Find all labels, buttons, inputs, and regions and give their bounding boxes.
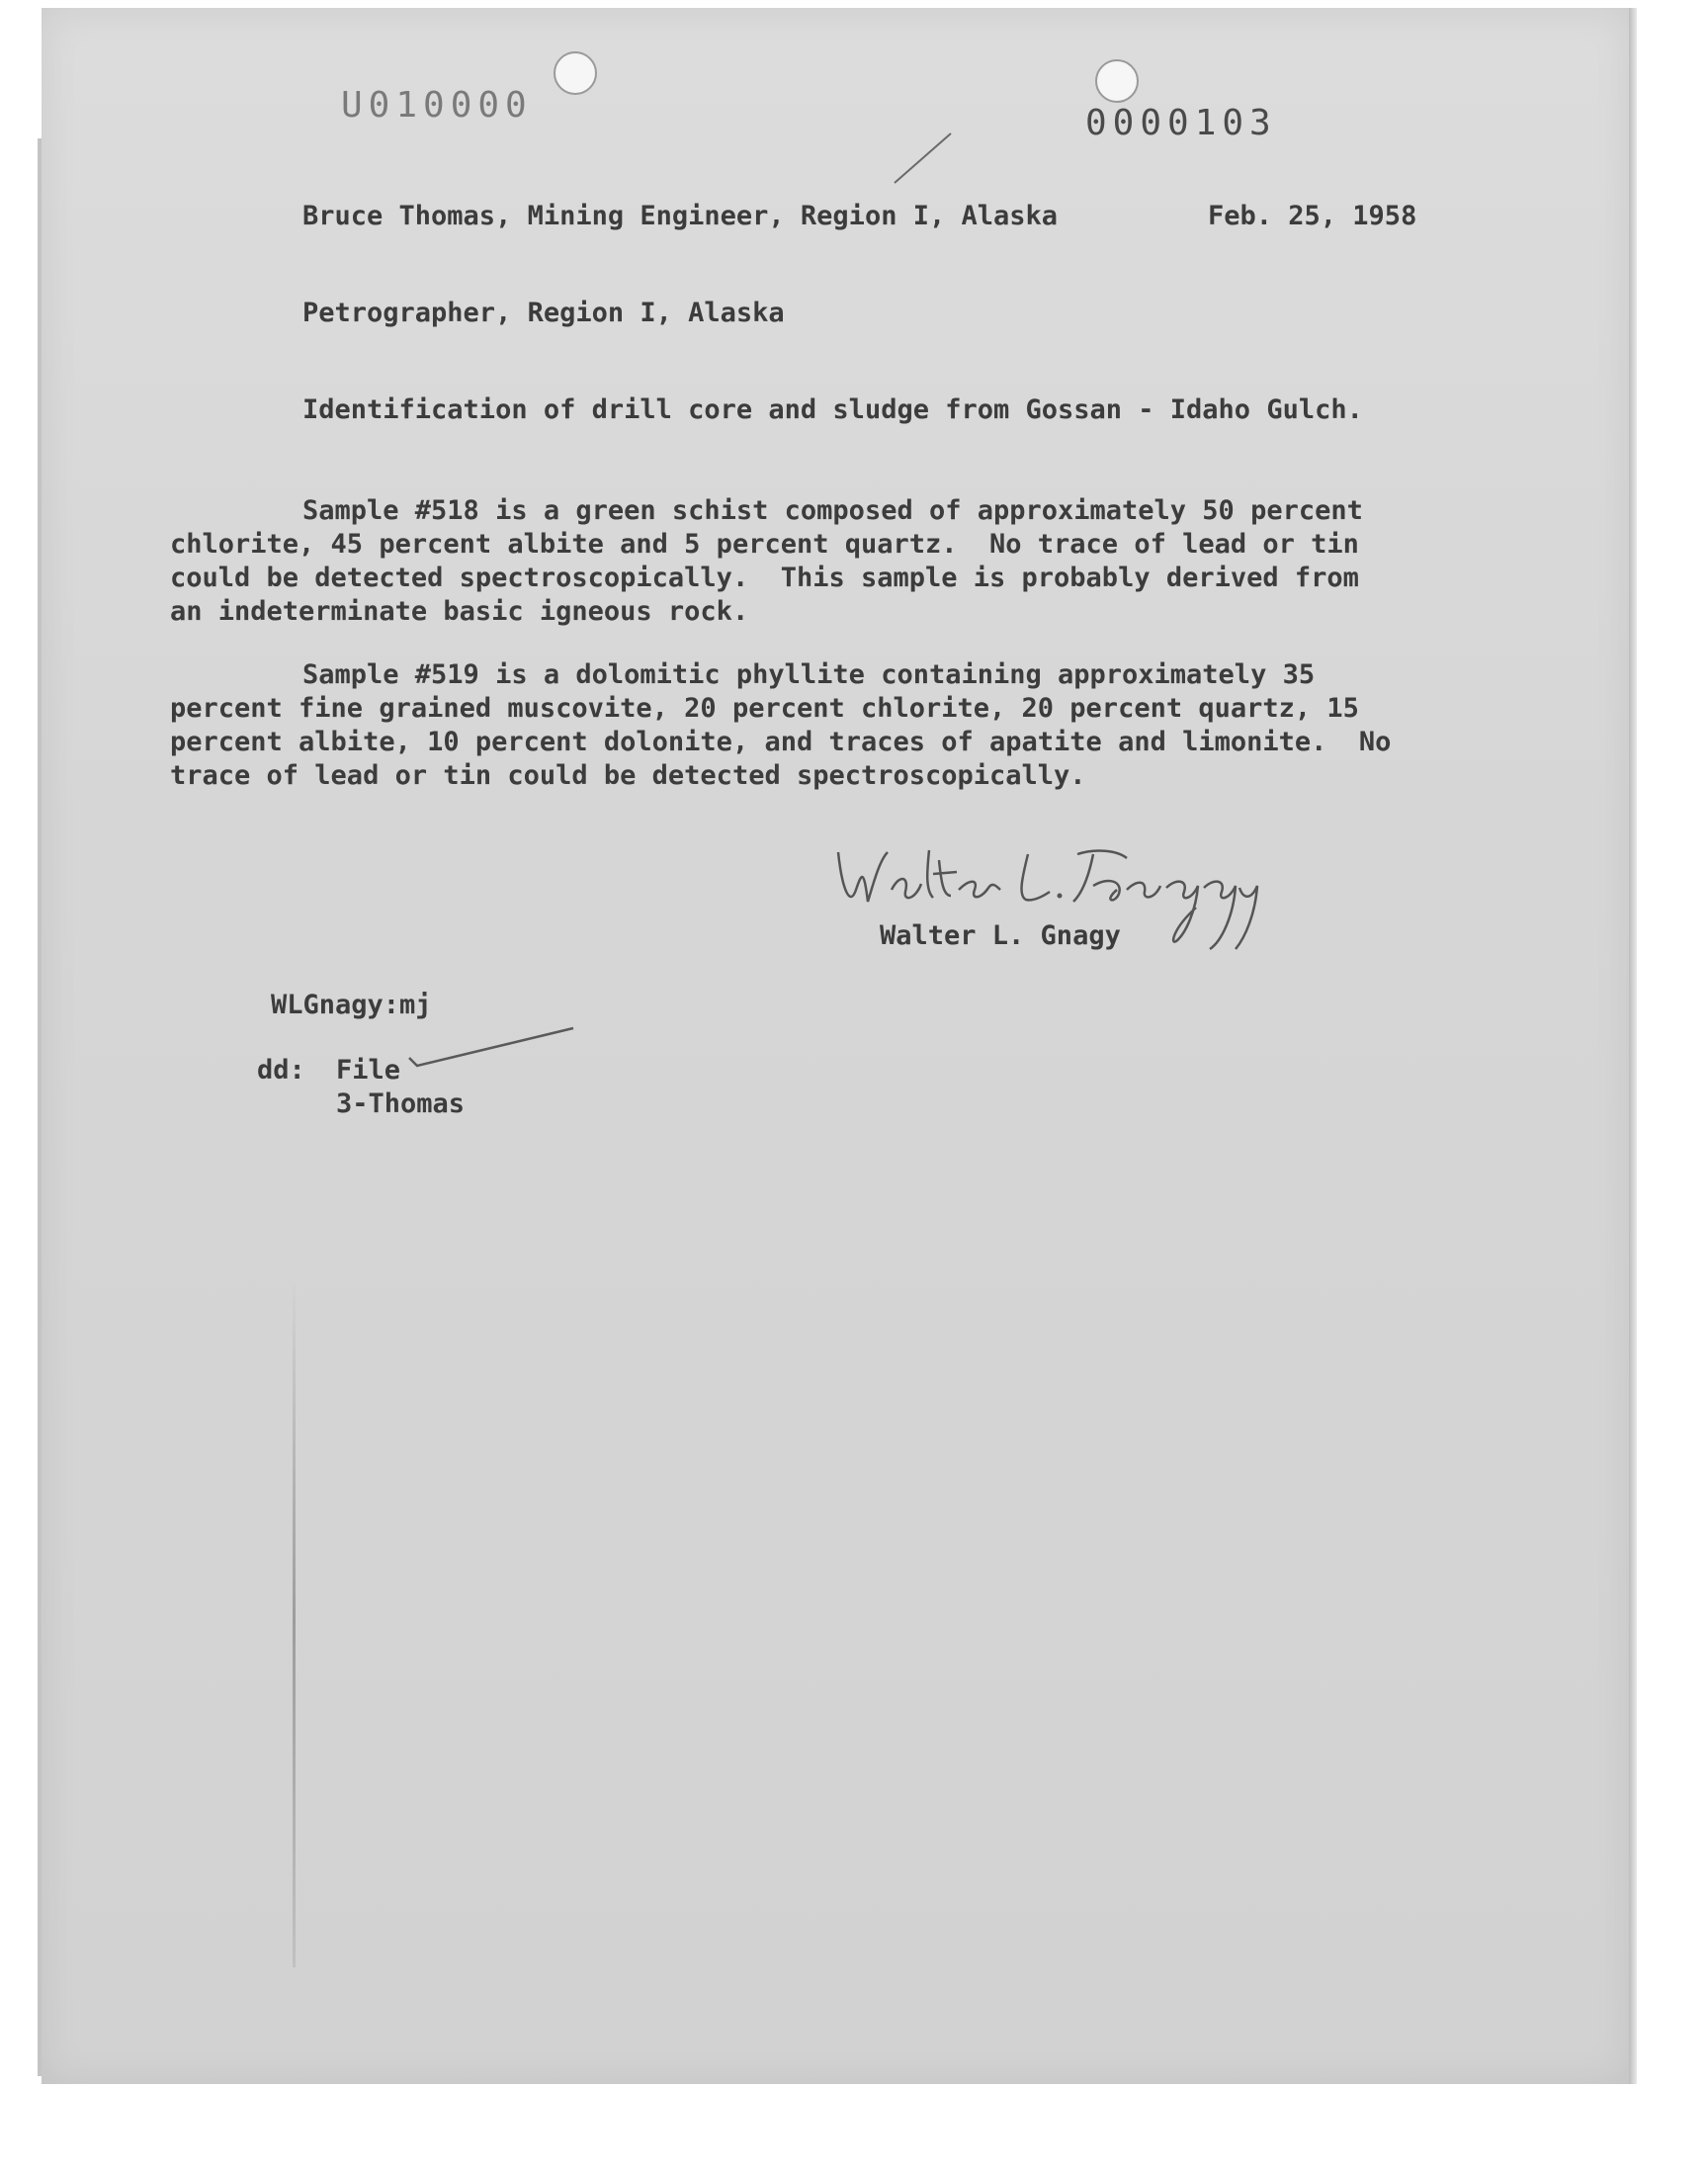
distribution-file: File xyxy=(336,1055,401,1086)
paragraph-2-line-1: Sample #519 is a dolomitic phyllite containing approximately 35 xyxy=(302,659,1316,690)
stamp-number-right: 0000103 xyxy=(1085,103,1277,143)
pen-mark xyxy=(890,129,959,188)
paragraph-2-line-3: percent albite, 10 percent dolonite, and traces of apatite and limonite. No xyxy=(170,727,1392,757)
memo-to: Petrographer, Region I, Alaska xyxy=(302,298,785,328)
punch-hole-left xyxy=(554,51,597,95)
punch-hole-right xyxy=(1095,59,1139,103)
dd-label: dd: xyxy=(257,1055,305,1086)
typed-signature-name: Walter L. Gnagy xyxy=(880,920,1121,951)
paragraph-1-line-4: an indeterminate basic igneous rock. xyxy=(170,596,749,627)
paragraph-1-line-1: Sample #518 is a green schist composed of approximately 50 percent xyxy=(302,495,1363,526)
memo-from: Bruce Thomas, Mining Engineer, Region I, Alaska xyxy=(302,201,1059,231)
sheet-edge xyxy=(1629,8,1637,2084)
check-mark xyxy=(405,1024,583,1074)
typist-initials: WLGnagy:mj xyxy=(271,990,432,1020)
paragraph-1-line-2: chlorite, 45 percent albite and 5 percent quartz. No trace of lead or tin xyxy=(170,529,1359,560)
page-crease xyxy=(293,1275,296,1967)
document-sheet xyxy=(42,8,1631,2084)
paragraph-2-line-2: percent fine grained muscovite, 20 percent chlorite, 20 percent quartz, 15 xyxy=(170,693,1359,724)
stamp-number-left: U010000 xyxy=(341,85,533,126)
paragraph-1-line-3: could be detected spectroscopically. This sample is probably derived from xyxy=(170,563,1359,593)
distribution-thomas: 3-Thomas xyxy=(336,1088,466,1119)
memo-subject: Identification of drill core and sludge from Gossan - Idaho Gulch. xyxy=(302,394,1363,425)
memo-date: Feb. 25, 1958 xyxy=(1208,201,1417,231)
paragraph-2-line-4: trace of lead or tin could be detected spectroscopically. xyxy=(170,760,1086,791)
sheet-edge-left xyxy=(38,138,42,2076)
